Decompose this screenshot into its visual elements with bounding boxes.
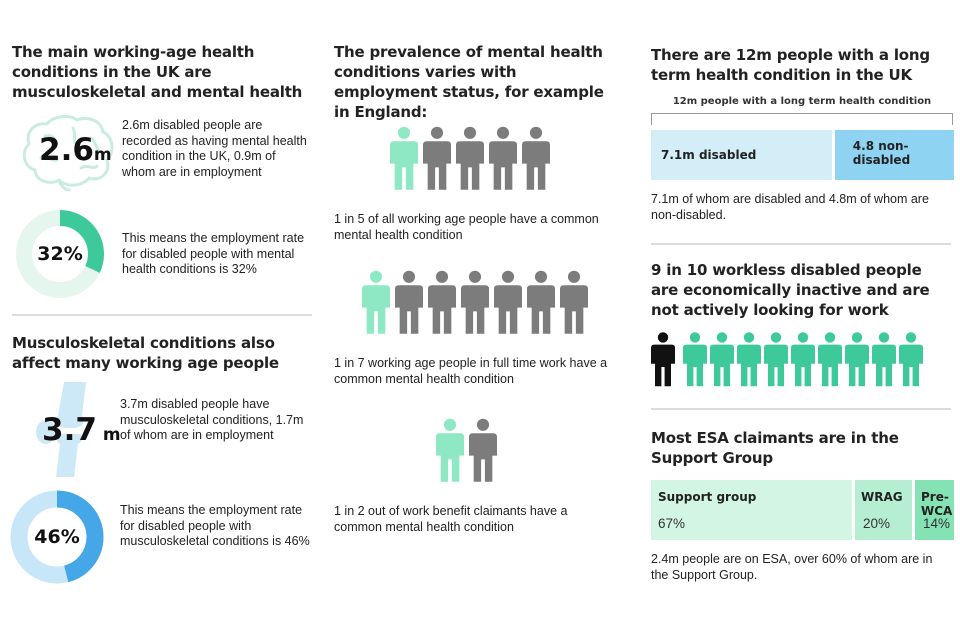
mental-employment-donut xyxy=(14,208,106,300)
bar-segment-label: WRAG xyxy=(861,490,903,504)
heading-workless: 9 in 10 workless disabled people are economically inactive and are not actively looking for work xyxy=(651,261,930,319)
person-icon xyxy=(395,270,423,334)
msk-employment-donut xyxy=(8,488,106,586)
heading-esa: Most ESA claimants are in the Support Group xyxy=(651,429,899,467)
bar-segment-value: 14% xyxy=(923,516,951,531)
caption-1-in-7: 1 in 7 working age people in full time work have a common mental health condition xyxy=(334,356,608,386)
person-highlighted-icon xyxy=(436,418,464,482)
divider xyxy=(651,243,951,245)
person-icon xyxy=(710,330,734,388)
bar-segment-value: 20% xyxy=(863,516,891,531)
person-icon xyxy=(683,330,707,388)
person-highlighted-icon xyxy=(390,126,418,190)
person-icon xyxy=(560,270,588,334)
heading-main-conditions: The main working-age health conditions in the UK are musculoskeletal and mental health xyxy=(12,43,303,101)
caption-1-in-2: 1 in 2 out of work benefit claimants have a common mental health condition xyxy=(334,504,568,534)
heading-prevalence: The prevalence of mental health conditions varies with employment status, for example in England: xyxy=(334,43,604,121)
bar-segment-label: 7.1m disabled xyxy=(661,148,757,162)
people-group-1-in-2 xyxy=(436,418,502,482)
people-group-1-in-5 xyxy=(390,126,555,190)
divider xyxy=(651,408,951,410)
person-icon xyxy=(737,330,761,388)
bar-segment xyxy=(651,480,852,540)
mental-rate-text: This means the employment rate for disabled people with mental health conditions is 32% xyxy=(122,231,305,276)
bar2-text: 2.4m people are on ESA, over 60% of whom are in the Support Group. xyxy=(651,552,933,582)
people-workless-9-in-10 xyxy=(651,330,926,388)
people-group-1-in-7 xyxy=(362,270,593,334)
person-highlighted-icon xyxy=(362,270,390,334)
mental-stat-number: 2.6 xyxy=(39,132,94,168)
mental-rate-label: 32% xyxy=(37,243,83,265)
heading-msk: Musculoskeletal conditions also affect many working age people xyxy=(12,334,279,372)
person-icon xyxy=(845,330,869,388)
person-inactive-icon xyxy=(651,330,675,388)
bar1-title: 12m people with a long term health condition xyxy=(672,96,932,107)
bar-segment xyxy=(651,130,832,180)
person-icon xyxy=(456,126,484,190)
msk-stat-unit: m xyxy=(102,425,121,445)
person-icon xyxy=(461,270,489,334)
bar1-bracket xyxy=(651,113,953,125)
msk-stat-text: 3.7m disabled people have musculoskeletal conditions, 1.7m of whom are in employment xyxy=(120,397,304,442)
msk-rate-text: This means the employment rate for disabled people with musculoskeletal conditions is 46% xyxy=(120,503,310,548)
knee-joint-icon xyxy=(24,382,119,477)
person-icon xyxy=(469,418,497,482)
heading-12m: There are 12m people with a long term health condition in the UK xyxy=(651,46,930,84)
brain-icon xyxy=(17,112,117,192)
person-icon xyxy=(494,270,522,334)
bar1-text: 7.1m of whom are disabled and 4.8m of whom are non-disabled. xyxy=(651,192,929,222)
bar-segment xyxy=(832,130,954,180)
bar-segment xyxy=(912,480,954,540)
bar-segment-label: 4.8 non-disabled xyxy=(852,139,911,167)
msk-rate-label: 46% xyxy=(34,526,80,548)
divider xyxy=(12,314,312,316)
person-icon xyxy=(423,126,451,190)
person-icon xyxy=(764,330,788,388)
caption-1-in-5: 1 in 5 of all working age people have a common mental health condition xyxy=(334,212,599,242)
bar-segment-label: Pre-WCA xyxy=(921,490,953,518)
person-icon xyxy=(489,126,517,190)
bar-segment xyxy=(852,480,912,540)
person-icon xyxy=(791,330,815,388)
long-term-condition-bar xyxy=(651,130,954,180)
person-icon xyxy=(872,330,896,388)
bar-segment-value: 67% xyxy=(658,516,686,531)
mental-stat-text: 2.6m disabled people are recorded as having mental health condition in the UK, 0.9m of whom are in employment xyxy=(122,118,307,179)
person-icon xyxy=(522,126,550,190)
mental-stat-unit: m xyxy=(93,145,112,165)
person-icon xyxy=(527,270,555,334)
person-icon xyxy=(818,330,842,388)
bar-segment-label: Support group xyxy=(658,490,757,504)
person-icon xyxy=(428,270,456,334)
msk-stat-number: 3.7 xyxy=(42,412,97,448)
person-icon xyxy=(899,330,923,388)
esa-claimants-bar xyxy=(651,480,954,540)
